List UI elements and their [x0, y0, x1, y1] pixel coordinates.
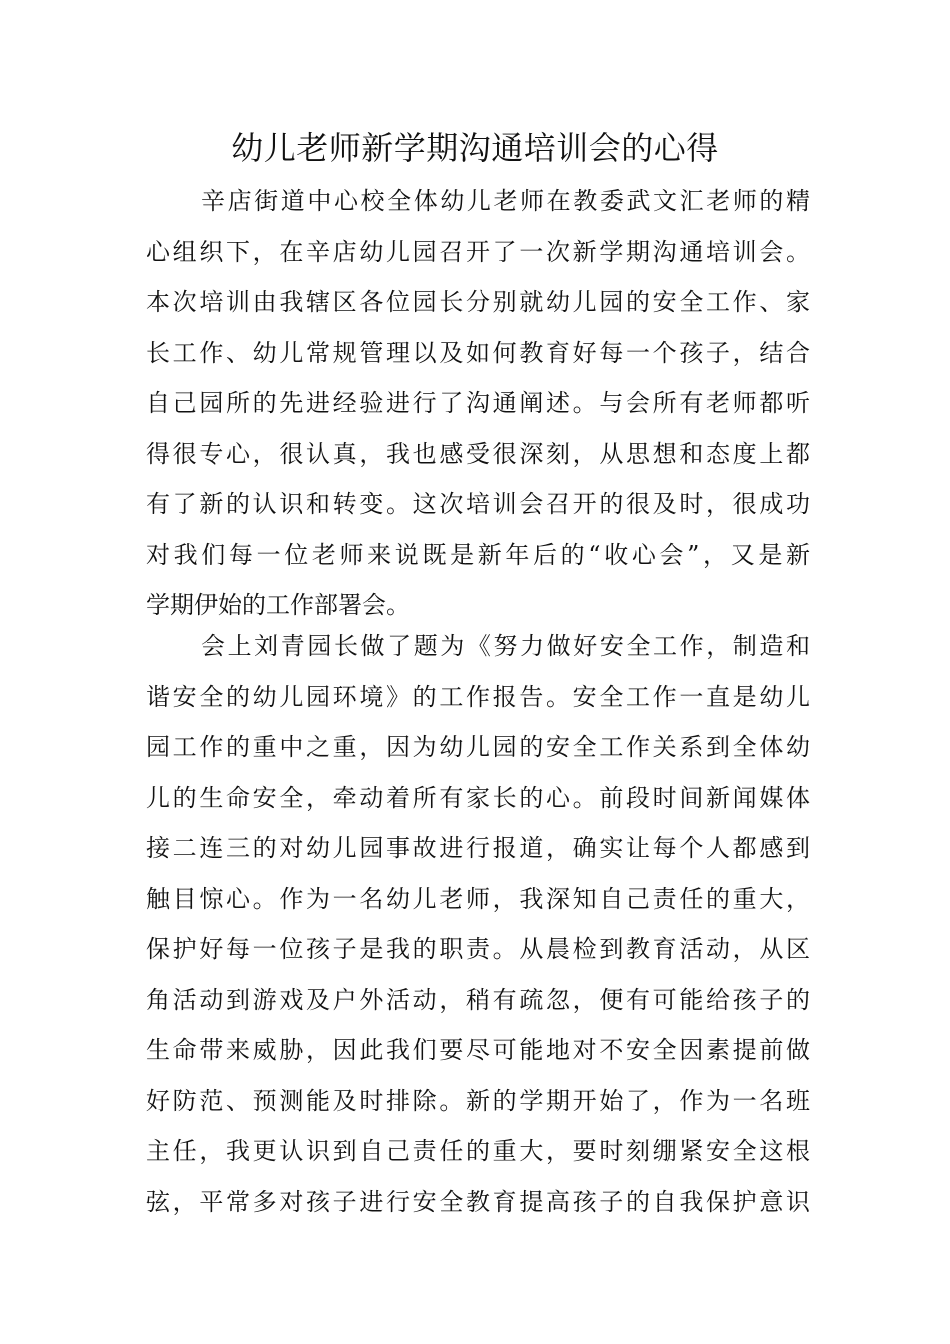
paragraph-line: 会上刘青园长做了题为《努力做好安全工作，制造和 — [201, 632, 810, 660]
paragraph-line: 保护好每一位孩子是我的职责。从晨检到教育活动，从区 — [146, 935, 810, 963]
paragraph-line: 长工作、幼儿常规管理以及如何教育好每一个孩子，结合 — [146, 338, 810, 367]
paragraph-line: 好防范、预测能及时排除。新的学期开始了，作为一名班 — [146, 1086, 810, 1115]
paragraph-line: 谐安全的幼儿园环境》的工作报告。安全工作一直是幼儿 — [146, 682, 810, 711]
paragraph-line: 生命带来威胁，因此我们要尽可能地对不安全因素提前做 — [146, 1036, 810, 1064]
paragraph-2 — [146, 621, 810, 1227]
paragraph-line: 自己园所的先进经验进行了沟通阐述。与会所有老师都听 — [146, 389, 810, 417]
paragraph-line: 有了新的认识和转变。这次培训会召开的很及时，很成功 — [146, 490, 810, 518]
paragraph-line: 角活动到游戏及户外活动，稍有疏忽，便有可能给孩子的 — [146, 985, 810, 1014]
paragraph-line: 得很专心，很认真，我也感受很深刻，从思想和态度上都 — [146, 439, 810, 468]
paragraph-line: 主任，我更认识到自己责任的重大，要时刻绷紧安全这根 — [146, 1137, 810, 1165]
paragraph-line: 儿的生命安全，牵动着所有家长的心。前段时间新闻媒体 — [146, 783, 810, 812]
paragraph-line: 触目惊心。作为一名幼儿老师，我深知自己责任的重大， — [146, 884, 810, 913]
paragraph-line: 接二连三的对幼儿园事故进行报道，确实让每个人都感到 — [146, 834, 810, 862]
paragraph-line: 对我们每一位老师来说既是新年后的“收心会”，又是新 — [146, 540, 810, 569]
paragraph-line: 园工作的重中之重，因为幼儿园的安全工作关系到全体幼 — [146, 733, 810, 761]
paragraph-1 — [146, 176, 810, 631]
document-title: 幼儿老师新学期沟通培训会的心得 — [231, 129, 719, 167]
paragraph-line: 本次培训由我辖区各位园长分别就幼儿园的安全工作、家 — [146, 288, 810, 316]
paragraph-line: 辛店街道中心校全体幼儿老师在教委武文汇老师的精 — [201, 187, 810, 215]
paragraph-line: 弦，平常多对孩子进行安全教育提高孩子的自我保护意识 — [146, 1187, 810, 1216]
paragraph-line: 学期伊始的工作部署会。 — [146, 591, 410, 619]
paragraph-line: 心组织下，在辛店幼儿园召开了一次新学期沟通培训会。 — [146, 237, 810, 266]
